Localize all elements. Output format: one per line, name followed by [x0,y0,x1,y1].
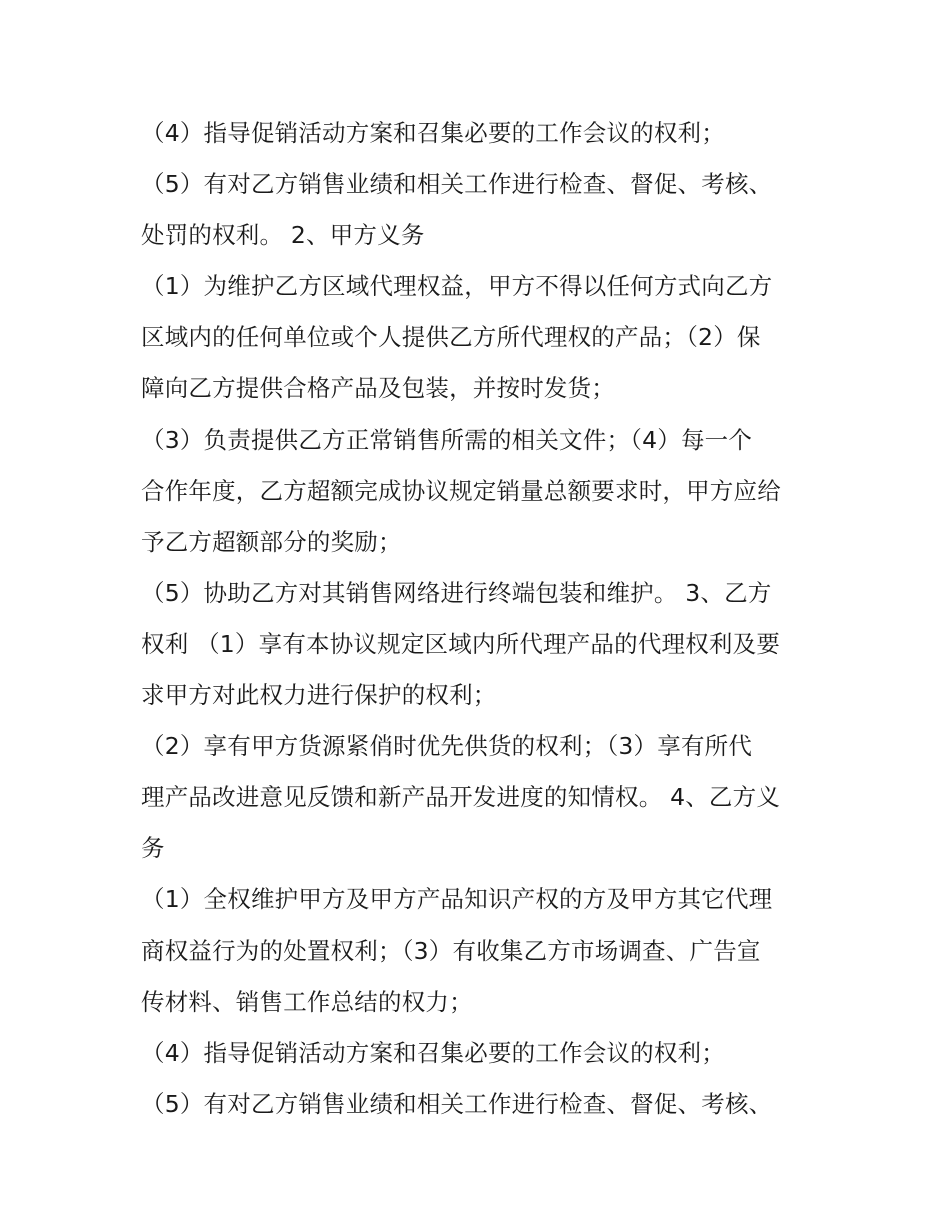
text-line: 处罚的权利。 2、甲方义务 [141,221,425,250]
text-line: （4）指导促销活动方案和召集必要的工作会议的权利； [141,119,725,147]
text-line: 予乙方超额部分的奖励； [141,527,402,556]
text-line: （3）负责提供乙方正常销售所需的相关文件；（4）每一个 [141,425,753,454]
text-line: （1）全权维护甲方及甲方产品知识产权的方及甲方其它代理 [141,885,773,914]
text-line: （4）指导促销活动方案和召集必要的工作会议的权利； [141,1038,725,1067]
text-line: 商权益行为的处置权利；（3）有收集乙方市场调查、广告宣 [141,936,761,965]
text-line: 区域内的任何单位或个人提供乙方所代理权的产品；（2）保 [141,323,761,352]
text-line: （5）协助乙方对其销售网络进行终端包装和维护。 3、乙方 [141,578,772,607]
text-line: （1）为维护乙方区域代理权益，甲方不得以任何方式向乙方 [141,272,773,301]
text-line: 务 [141,834,165,863]
text-line: 合作年度，乙方超额完成协议规定销量总额要求时，甲方应给 [141,476,781,505]
text-line: （5）有对乙方销售业绩和相关工作进行检查、督促、考核、 [141,1089,773,1118]
text-line: （2）享有甲方货源紧俏时优先供货的权利；（3）享有所代 [141,732,753,761]
text-line: 传材料、销售工作总结的权力； [141,987,473,1016]
text-line: 权利 （1）享有本协议规定区域内所代理产品的代理权利及要 [141,629,781,658]
text-line: 求甲方对此权力进行保护的权利； [141,681,497,710]
document-body [141,108,821,1130]
text-line: 障向乙方提供合格产品及包装，并按时发货； [141,374,615,403]
text-line: 理产品改进意见反馈和新产品开发进度的知情权。 4、乙方义 [141,783,781,812]
text-line: （5）有对乙方销售业绩和相关工作进行检查、督促、考核、 [141,170,773,199]
